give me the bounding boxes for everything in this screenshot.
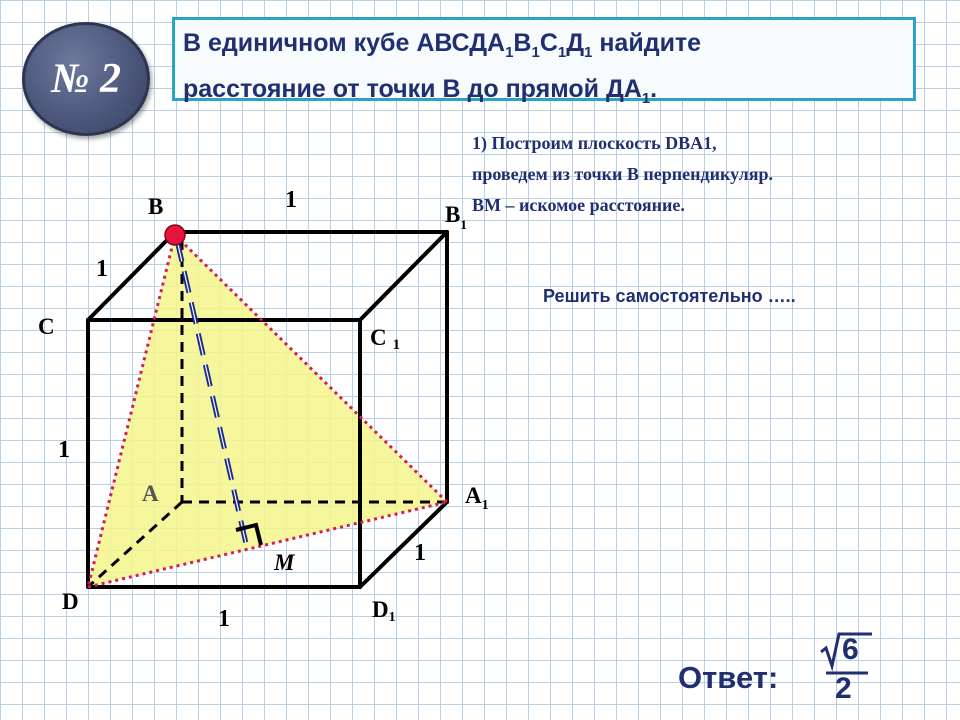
statement-text-1d: Д <box>566 29 585 57</box>
label-c1-sub: 1 <box>392 337 401 353</box>
edge-label-left: 1 <box>58 437 70 463</box>
statement-text-2-end: . <box>650 75 658 103</box>
label-a1 <box>465 483 489 513</box>
label-c1-letter: C <box>370 325 387 350</box>
solve-independently-text: Решить самостоятельно ….. <box>543 286 796 306</box>
label-d: D <box>62 589 79 614</box>
label-c1 <box>370 325 400 353</box>
label-b1 <box>445 202 467 232</box>
label-d1-letter: D <box>372 597 389 622</box>
statement-text-1c: С <box>539 29 558 57</box>
label-a1-letter: A <box>465 483 482 508</box>
point-b <box>165 225 185 245</box>
label-a: A <box>142 481 159 506</box>
label-d1-sub: 1 <box>388 610 396 625</box>
subscript: 1 <box>584 44 593 61</box>
subscript: 1 <box>557 44 567 61</box>
subscript: 1 <box>531 44 540 61</box>
edge-label-bottom: 1 <box>218 606 230 632</box>
label-b1-sub: 1 <box>460 217 467 232</box>
edge-label-left-top: 1 <box>96 256 108 282</box>
answer-numerator: 6 <box>842 633 859 666</box>
answer-fraction <box>818 630 874 710</box>
label-b1-letter: B <box>445 202 461 227</box>
statement-text-1a: В единичном кубе АВСДА <box>183 29 506 57</box>
label-b: B <box>148 194 164 219</box>
step-line-2: проведем из точки В перпендикуляр. <box>472 164 773 184</box>
answer-denominator: 2 <box>835 672 852 705</box>
statement-text-1b: В <box>513 29 532 57</box>
step-line-1: 1) Построим плоскость DBA1, <box>472 133 717 153</box>
statement-text-1e: найдите <box>592 29 702 57</box>
edge-label-right: 1 <box>414 540 426 566</box>
statement-text-2: расстояние от точки В до прямой ДА <box>183 75 642 103</box>
label-a1-sub: 1 <box>481 498 489 513</box>
answer-label: Ответ: <box>678 660 779 695</box>
edge-label-top: 1 <box>285 187 297 213</box>
edge-b1c1 <box>360 232 447 320</box>
subscript: 1 <box>505 44 514 61</box>
problem-number-badge: № 2 <box>22 22 150 136</box>
label-c: C <box>38 314 55 339</box>
step-line-3: ВМ – искомое расстояние. <box>472 195 685 215</box>
label-d1 <box>372 597 396 625</box>
subscript: 1 <box>641 90 651 107</box>
label-m: M <box>274 550 295 575</box>
